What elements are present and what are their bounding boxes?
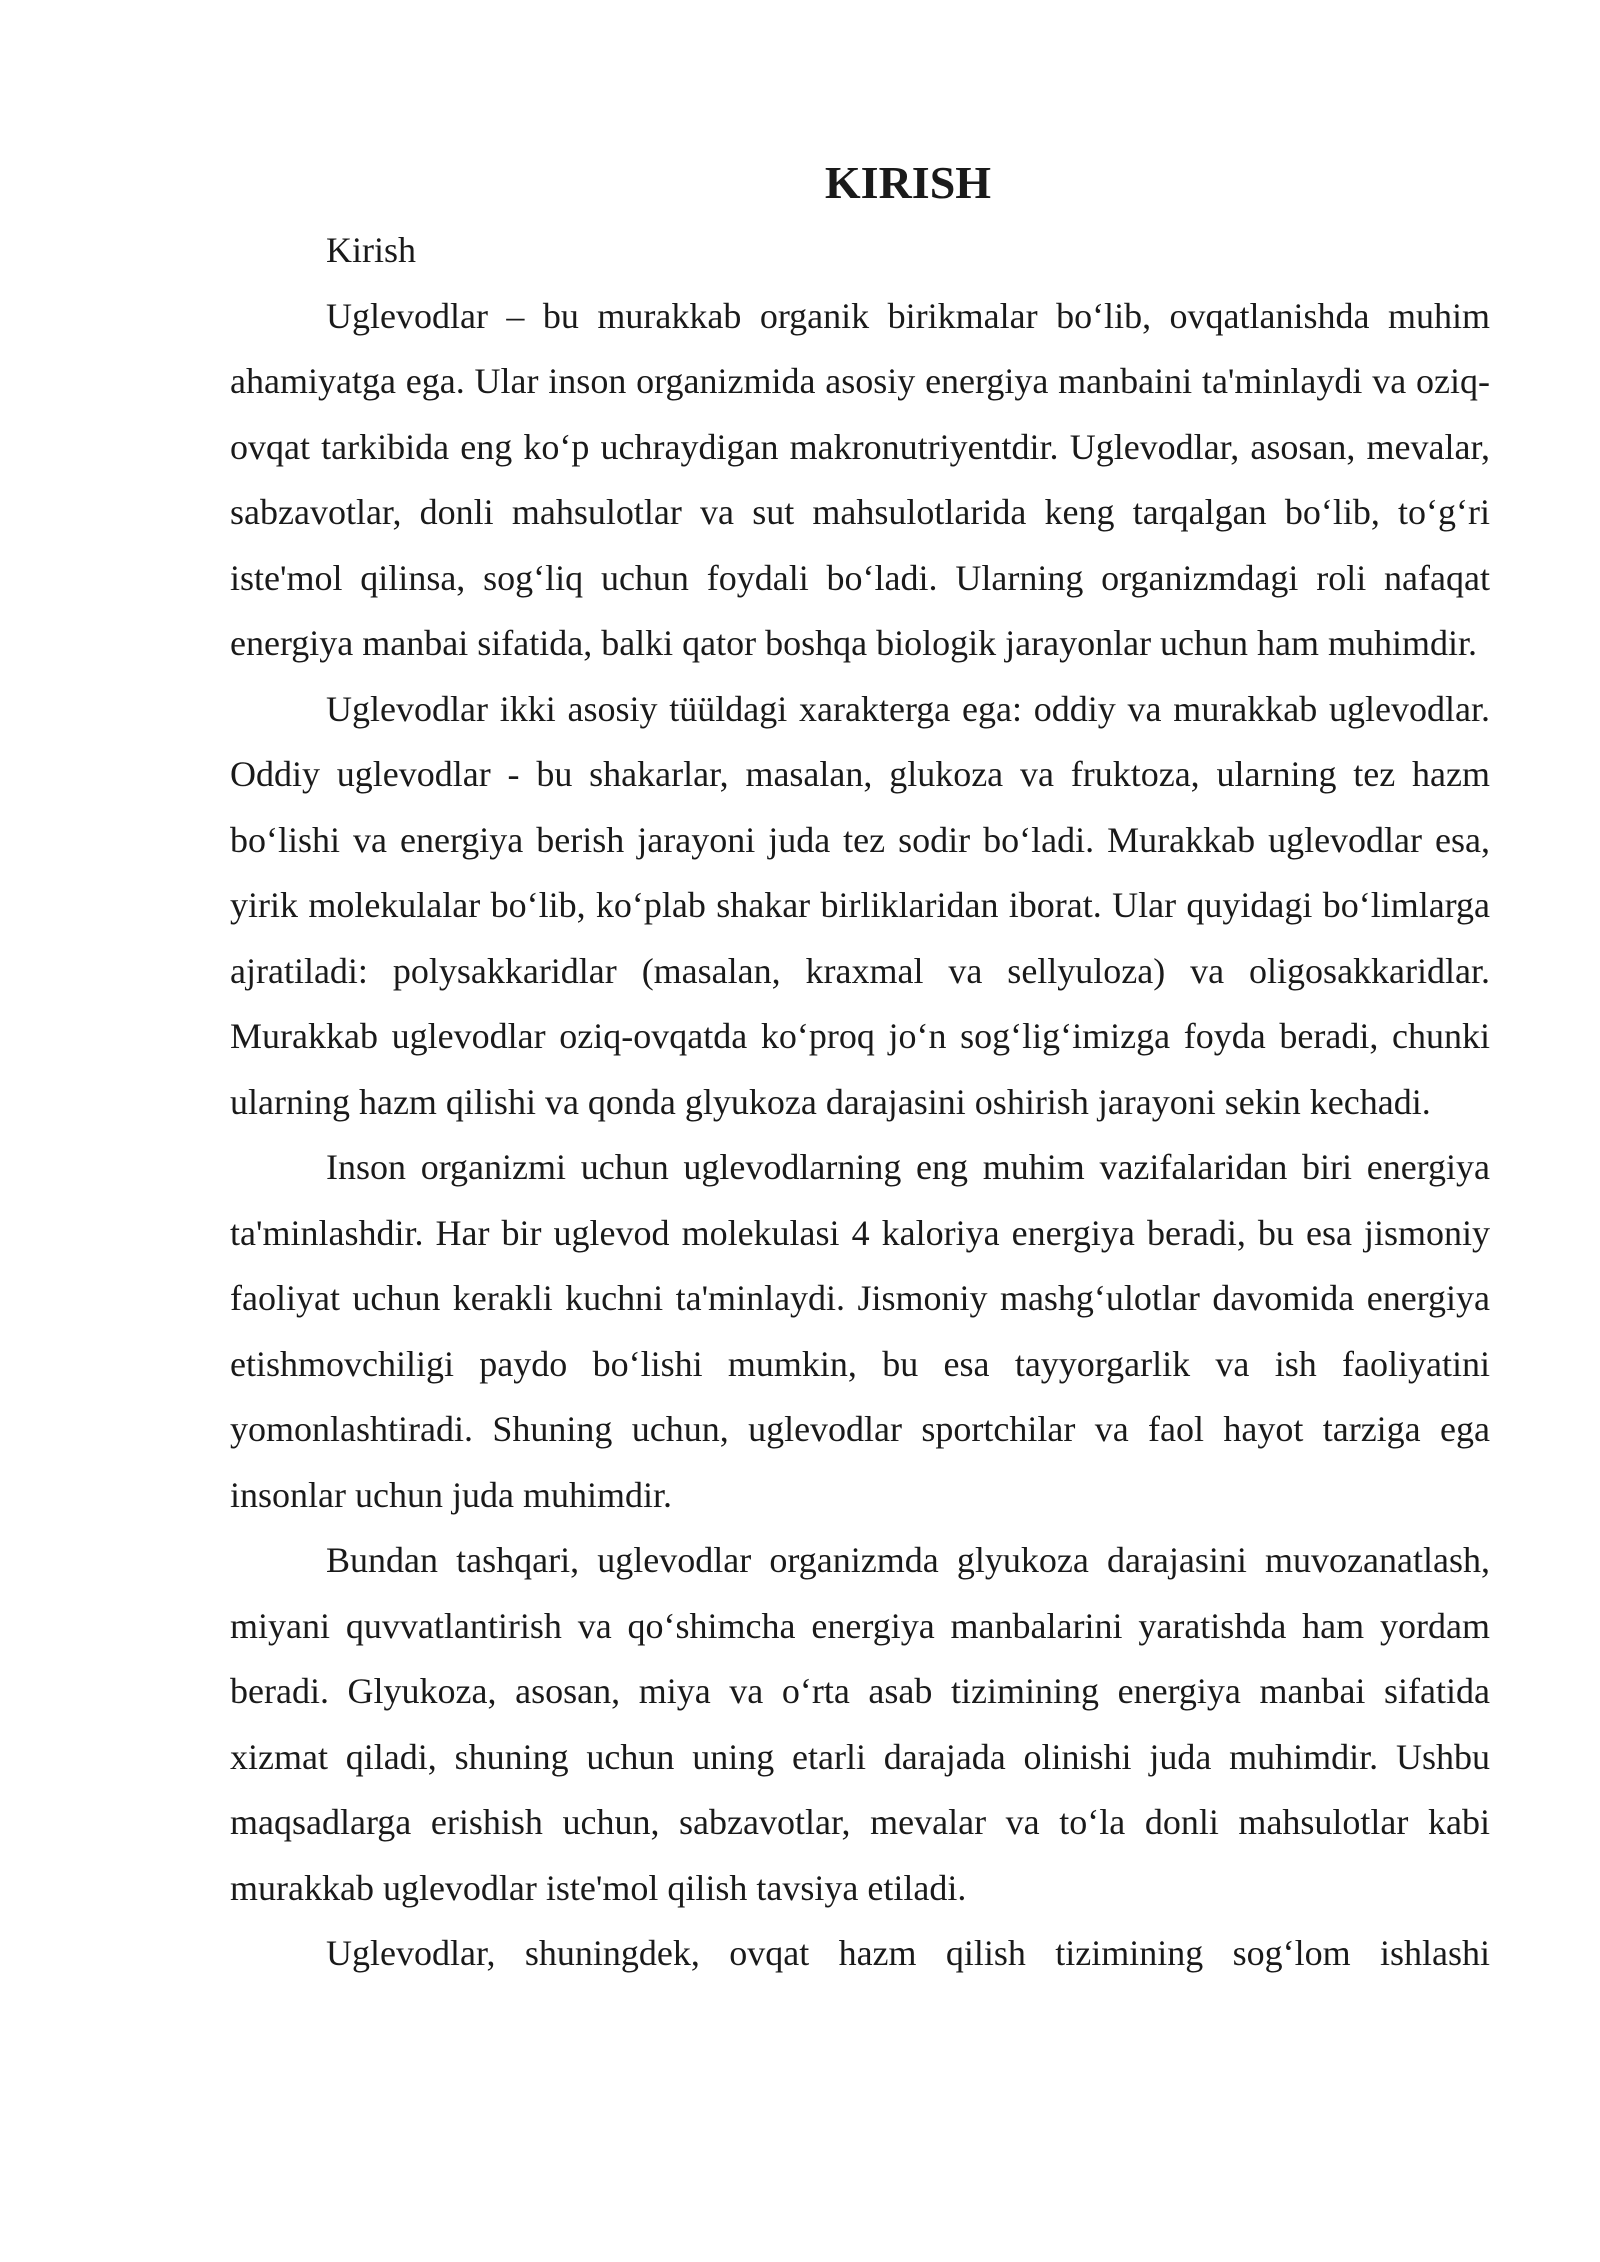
page-title: KIRISH — [824, 157, 992, 208]
paragraph-5: Uglevodlar, shuningdek, ovqat hazm qilish tizimining sog‘lom ishlashi — [326, 1933, 1490, 1973]
paragraph-1: Uglevodlar – bu murakkab organik birikmalar bo‘lib, ovqatlanishda muhim ahamiyatga ega. Ular inson organizmida asosiy energiya manbaini ta'minlaydi va oziq-ovqat tarkibida eng ko‘p uchraydigan makronutriyentdir. Uglevodlar, asosan, mevalar, sabzavotlar, donli mahsulotlar va sut mahsulotlarida keng tarqalgan bo‘lib, to‘g‘ri iste'mol qilinsa, sog‘liq uchun foydali bo‘ladi. Ularning organizmdagi roli nafaqat energiya manbai sifatida, balki qator boshqa biologik jarayonlar uchun ham muhimdir. — [230, 295, 1490, 663]
paragraph-4: Bundan tashqari, uglevodlar organizmda glyukoza darajasini muvozanatlash, miyani quvvatlantirish va qo‘shimcha energiya manbalarini yaratishda ham yordam beradi. Glyukoza, asosan, miya va o‘rta asab tizimining energiya manbai sifatida xizmat qiladi, shuning uchun uning etarli darajada olinishi juda muhimdir. Ushbu maqsadlarga erishish uchun, sabzavotlar, mevalar va to‘la donli mahsulotlar kabi murakkab uglevodlar iste'mol qilish tavsiya etiladi. — [230, 1540, 1490, 1908]
paragraph-2: Uglevodlar ikki asosiy tüüldagi xarakterga ega: oddiy va murakkab uglevodlar. Oddiy uglevodlar - bu shakarlar, masalan, glukoza va fruktoza, ularning tez hazm bo‘lishi va energiya berish jarayoni juda tez sodir bo‘ladi. Murakkab uglevodlar esa, yirik molekulalar bo‘lib, ko‘plab shakar birliklaridan iborat. Ular quyidagi bo‘limlarga ajratiladi: polysakkaridlar (masalan, kraxmal va sellyuloza) va oligosakkaridlar. Murakkab uglevodlar oziq-ovqatda ko‘proq jo‘n sog‘lig‘imizga foyda beradi, chunki ularning hazm qilishi va qonda glyukoza darajasini oshirish jarayoni sekin kechadi. — [230, 688, 1490, 1122]
document-page — [230, 150, 1490, 1987]
paragraph-3: Inson organizmi uchun uglevodlarning eng muhim vazifalaridan biri energiya ta'minlashdir. Har bir uglevod molekulasi 4 kaloriya energiya beradi, bu esa jismoniy faoliyat uchun kerakli kuchni ta'minlaydi. Jismoniy mashg‘ulotlar davomida energiya etishmovchiligi paydo bo‘lishi mumkin, bu esa tayyorgarlik va ish faoliyatini yomonlashtiradi. Shuning uchun, uglevodlar sportchilar va faol hayot tarziga ega insonlar uchun juda muhimdir. — [230, 1147, 1490, 1515]
section-subtitle: Kirish — [326, 230, 416, 270]
